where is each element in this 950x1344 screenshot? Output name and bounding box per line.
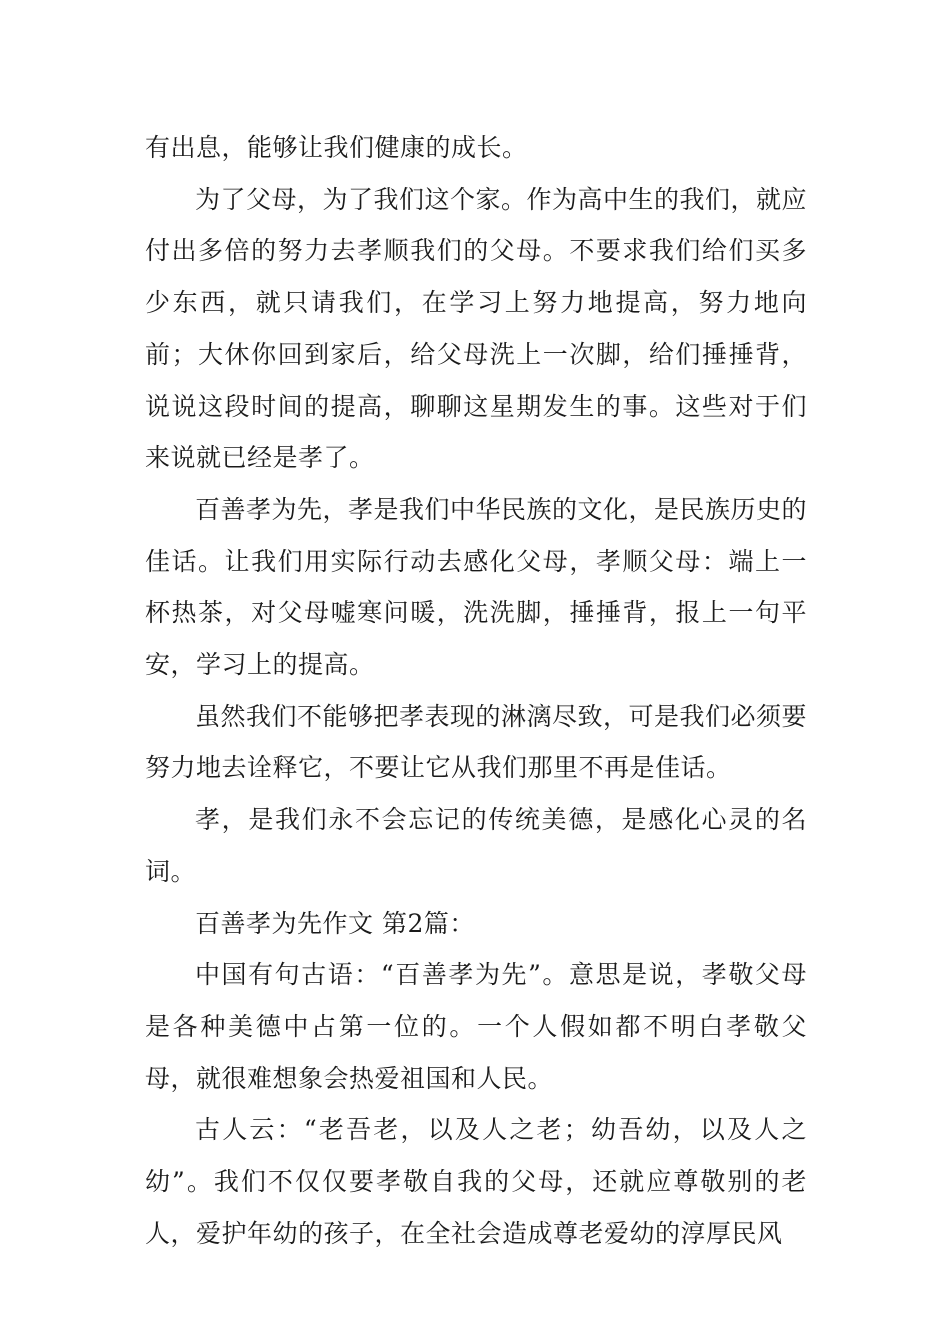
paragraph-7: 中国有句古语：“百善孝为先”。意思是说，孝敬父母是各种美德中占第一位的。一个人假如都不明白孝敬父母，就很难想象会热爱祖国和人民。 (145, 960, 807, 1093)
paragraph-4: 虽然我们不能够把孝表现的淋漓尽致，可是我们必须要努力地去诠释它，不要让它从我们那里不再是佳话。 (145, 701, 808, 783)
paragraph-3: 百善孝为先，孝是我们中华民族的文化，是民族历史的佳话。让我们用实际行动去感化父母，孝顺父母：端上一杯热茶，对父母嘘寒问暖，洗洗脚，捶捶背，报上一句平安，学习上的提高。 (145, 494, 808, 680)
paragraph-8: 古人云：“老吾老，以及人之老；幼吾幼，以及人之幼”。我们不仅仅要孝敬自我的父母，还就应尊敬别的老人，爱护年幼的孩子，在全社会造成尊老爱幼的淳厚民风 (145, 1115, 807, 1248)
paragraph-2: 为了父母，为了我们这个家。作为高中生的我们，就应付出多倍的努力去孝顺我们的父母。不要求我们给们买多少东西，就只请我们，在学习上努力地提高，努力地向前；大休你回到家后，给父母洗上一次脚，给们捶捶背，说说这段时间的提高，聊聊这星期发生的事。这些对于们来说就已经是孝了。 (145, 184, 808, 473)
section-heading: 百善孝为先作文 第2篇： (195, 908, 475, 938)
paragraph-1: 有出息，能够让我们健康的成长。 (145, 133, 528, 162)
document-body (145, 122, 807, 1259)
paragraph-5: 孝，是我们永不会忘记的传统美德，是感化心灵的名词。 (145, 805, 807, 886)
